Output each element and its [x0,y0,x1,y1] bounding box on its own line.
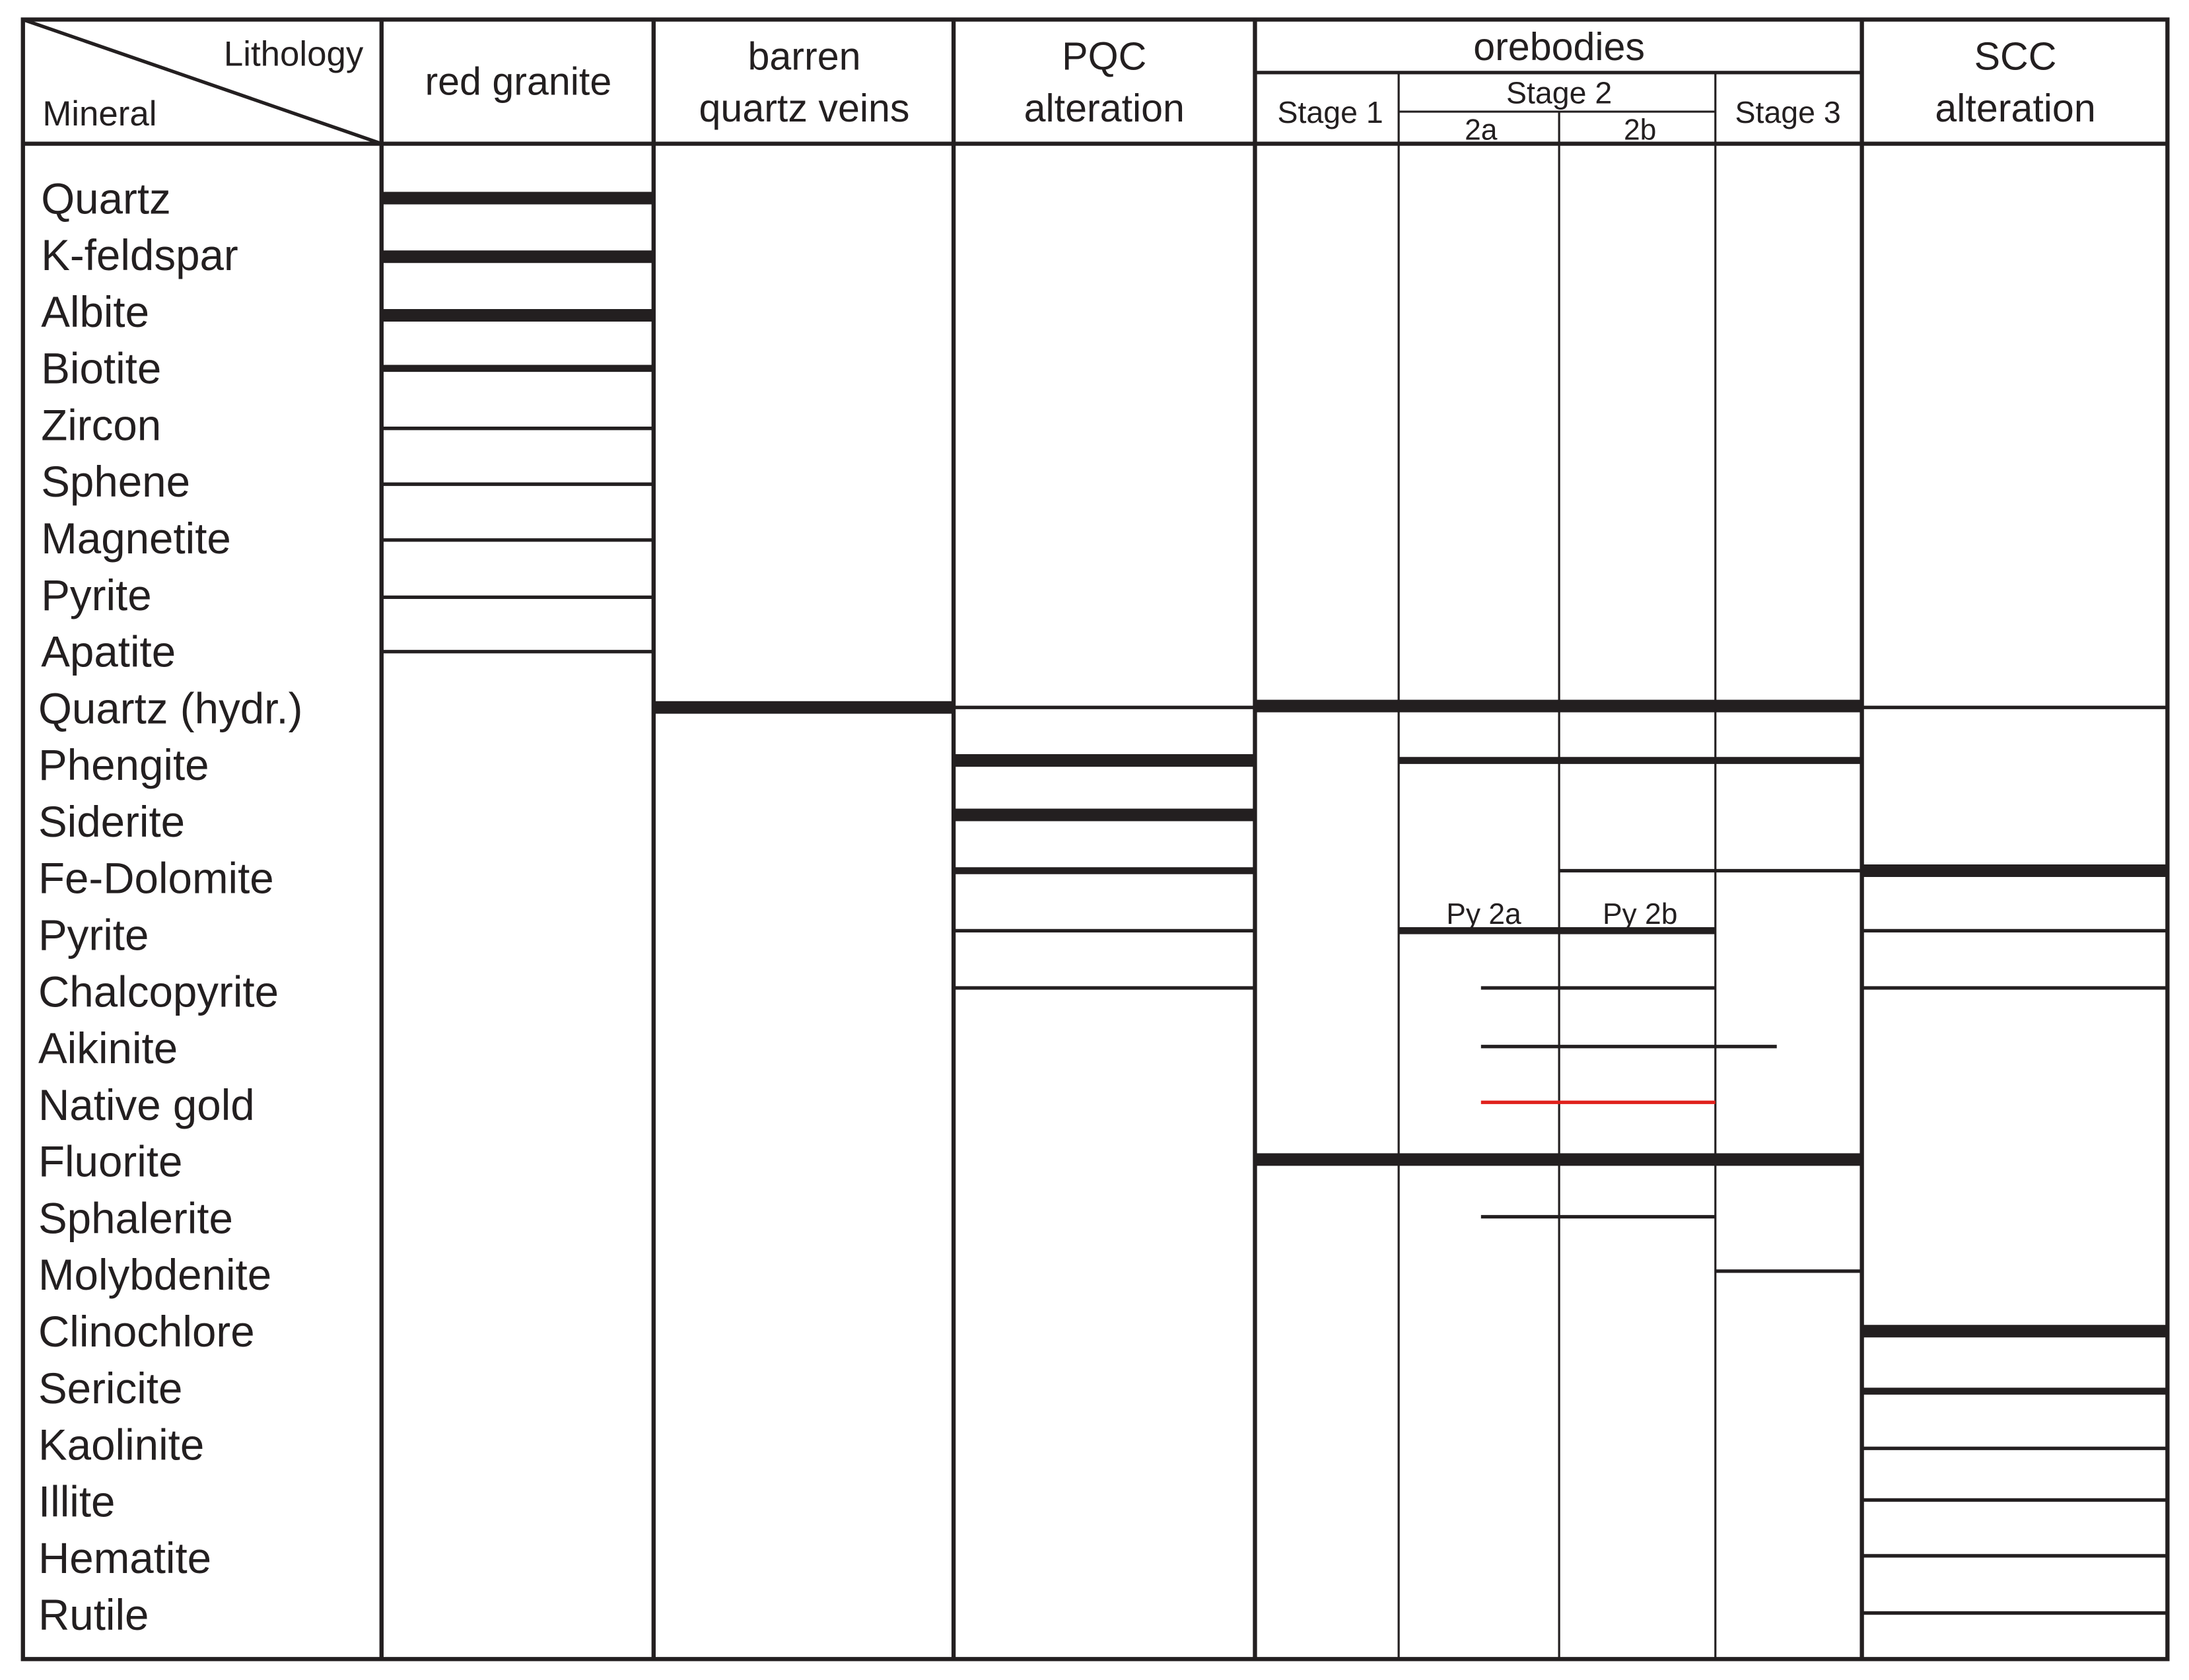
mineral-label: Rutile [38,1590,149,1639]
annotations [1446,898,1677,930]
mineral-label: Siderite [38,797,186,846]
mineral-label: Pyrite [38,911,149,960]
mineral-label: Illite [38,1477,116,1526]
annotation-py2b: Py 2b [1602,897,1678,930]
mineral-label: Pyrite [41,571,152,619]
mineral-label: Quartz [41,174,171,223]
mineral-label: Sericite [38,1364,183,1413]
header-pqc-line2: alteration [1024,85,1185,130]
mineral-label: Hematite [38,1534,212,1583]
mineral-label: Magnetite [41,514,231,563]
mineral-label: Quartz (hydr.) [38,684,303,733]
header-orebodies: orebodies [1473,24,1646,69]
header-pqc-line1: PQC [1062,34,1147,79]
paragenesis-bars [382,198,2168,1613]
mineral-label: Biotite [41,344,162,393]
header-scc-line1: SCC [1974,34,2057,79]
mineral-label: Phengite [38,741,209,790]
header-red-granite: red granite [425,59,612,104]
mineral-label: Sphene [41,458,191,507]
mineral-label: Fluorite [38,1137,183,1186]
header-stage2a: 2a [1465,114,1498,147]
mineral-label: Kaolinite [38,1420,205,1469]
header-stage2: Stage 2 [1506,75,1613,110]
header-barren-line2: quartz veins [699,85,910,130]
header-stage2b: 2b [1623,114,1657,147]
corner-label-lithology: Lithology [223,34,364,74]
mineral-label: Albite [41,287,150,336]
annotation-py2a: Py 2a [1446,897,1521,930]
header-stage1: Stage 1 [1277,94,1383,129]
header-barren-line1: barren [747,34,861,79]
mineral-label: Zircon [41,401,162,450]
mineral-label: Aikinite [38,1024,178,1073]
header-scc-line2: alteration [1935,85,2096,130]
table-border [23,20,2168,1660]
mineral-label: Native gold [38,1080,255,1129]
mineral-label: K-feldspar [41,231,238,280]
mineral-label: Clinochlore [38,1308,255,1356]
mineral-label: Molybdenite [38,1251,272,1300]
mineral-label: Fe-Dolomite [38,854,274,903]
mineral-label: Chalcopyrite [38,967,279,1016]
mineral-label-column [38,174,302,1639]
mineral-label: Apatite [41,627,176,676]
table-grid [23,20,2168,1660]
table-header [42,24,2095,146]
corner-label-mineral: Mineral [42,94,157,134]
mineral-label: Sphalerite [38,1194,233,1243]
header-stage3: Stage 3 [1735,94,1841,129]
